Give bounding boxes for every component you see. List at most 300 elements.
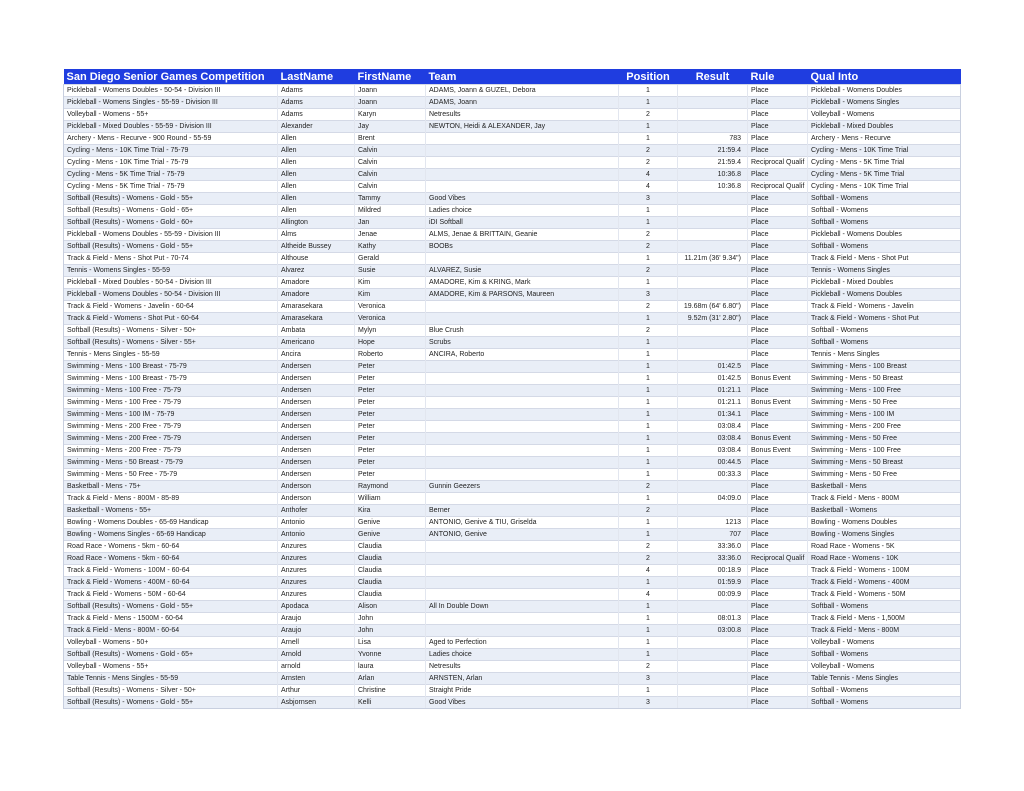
team-cell: AMADORE, Kim & KRING, Mark bbox=[426, 277, 619, 289]
firstname-cell: Tammy bbox=[355, 193, 426, 205]
position-cell: 4 bbox=[619, 589, 678, 601]
rule-cell: Place bbox=[748, 385, 808, 397]
table-row bbox=[64, 613, 961, 625]
firstname-cell: Kathy bbox=[355, 241, 426, 253]
team-cell: ADAMS, Joann bbox=[426, 97, 619, 109]
qual-into-cell: Tennis - Mens Singles bbox=[808, 349, 961, 361]
table-row bbox=[64, 289, 961, 301]
firstname-cell: Jay bbox=[355, 121, 426, 133]
lastname-cell: Antonio bbox=[278, 529, 355, 541]
result-cell bbox=[678, 289, 748, 301]
team-cell: ARNSTEN, Arlan bbox=[426, 673, 619, 685]
rule-cell: Place bbox=[748, 505, 808, 517]
lastname-cell: Andersen bbox=[278, 445, 355, 457]
rule-cell: Place bbox=[748, 133, 808, 145]
result-cell: 03:00.8 bbox=[678, 625, 748, 637]
team-cell: BOOBs bbox=[426, 241, 619, 253]
result-cell bbox=[678, 241, 748, 253]
result-cell: 707 bbox=[678, 529, 748, 541]
result-cell bbox=[678, 217, 748, 229]
position-cell: 2 bbox=[619, 145, 678, 157]
rule-cell: Bonus Event bbox=[748, 397, 808, 409]
qual-into-cell: Bowling - Womens Doubles bbox=[808, 517, 961, 529]
event-cell: Cycling - Mens - 5K Time Trial - 75-79 bbox=[64, 181, 278, 193]
result-cell: 00:09.9 bbox=[678, 589, 748, 601]
lastname-cell: Allen bbox=[278, 133, 355, 145]
table-row bbox=[64, 337, 961, 349]
rule-cell: Place bbox=[748, 349, 808, 361]
team-cell: NEWTON, Heidi & ALEXANDER, Jay bbox=[426, 121, 619, 133]
team-cell bbox=[426, 409, 619, 421]
position-cell: 2 bbox=[619, 241, 678, 253]
position-cell: 2 bbox=[619, 301, 678, 313]
rule-cell: Reciprocal Qualif bbox=[748, 157, 808, 169]
rule-cell: Place bbox=[748, 337, 808, 349]
firstname-cell: Jan bbox=[355, 217, 426, 229]
table-row bbox=[64, 253, 961, 265]
qual-into-cell: Softball - Womens bbox=[808, 193, 961, 205]
team-cell: Good Vibes bbox=[426, 697, 619, 709]
qual-into-cell: Softball - Womens bbox=[808, 649, 961, 661]
event-cell: Tennis - Mens Singles - 55-59 bbox=[64, 349, 278, 361]
position-cell: 1 bbox=[619, 469, 678, 481]
table-row bbox=[64, 457, 961, 469]
table-row bbox=[64, 97, 961, 109]
lastname-cell: Alvarez bbox=[278, 265, 355, 277]
qual-into-cell: Track & Field - Mens - 800M bbox=[808, 625, 961, 637]
table-row bbox=[64, 217, 961, 229]
team-cell bbox=[426, 181, 619, 193]
firstname-cell: Joann bbox=[355, 97, 426, 109]
position-cell: 3 bbox=[619, 193, 678, 205]
qual-into-cell: Softball - Womens bbox=[808, 337, 961, 349]
lastname-cell: Alexander bbox=[278, 121, 355, 133]
result-cell bbox=[678, 685, 748, 697]
qual-into-cell: Track & Field - Womens - 100M bbox=[808, 565, 961, 577]
rule-cell: Place bbox=[748, 361, 808, 373]
qual-into-cell: Swimming - Mens - 50 Breast bbox=[808, 457, 961, 469]
lastname-cell: Andersen bbox=[278, 409, 355, 421]
lastname-cell: Arnold bbox=[278, 649, 355, 661]
team-cell bbox=[426, 145, 619, 157]
result-cell bbox=[678, 97, 748, 109]
table-row bbox=[64, 481, 961, 493]
col-header-position: Position bbox=[619, 69, 678, 85]
table-row bbox=[64, 685, 961, 697]
result-cell: 21:59.4 bbox=[678, 145, 748, 157]
table-row bbox=[64, 121, 961, 133]
result-cell: 04:09.0 bbox=[678, 493, 748, 505]
team-cell: Blue Crush bbox=[426, 325, 619, 337]
qual-into-cell: Pickleball - Mixed Doubles bbox=[808, 277, 961, 289]
firstname-cell: Kim bbox=[355, 277, 426, 289]
team-cell: ANCIRA, Roberto bbox=[426, 349, 619, 361]
team-cell: AMADORE, Kim & PARSONS, Maureen bbox=[426, 289, 619, 301]
rule-cell: Place bbox=[748, 601, 808, 613]
lastname-cell: Allen bbox=[278, 205, 355, 217]
table-row bbox=[64, 325, 961, 337]
qual-into-cell: Softball - Womens bbox=[808, 241, 961, 253]
event-cell: Road Race - Womens - 5km - 60-64 bbox=[64, 553, 278, 565]
rule-cell: Place bbox=[748, 253, 808, 265]
position-cell: 1 bbox=[619, 313, 678, 325]
result-cell: 00:18.9 bbox=[678, 565, 748, 577]
position-cell: 1 bbox=[619, 637, 678, 649]
rule-cell: Place bbox=[748, 649, 808, 661]
lastname-cell: Araujo bbox=[278, 613, 355, 625]
rule-cell: Place bbox=[748, 313, 808, 325]
col-header-qual-into: Qual Into bbox=[808, 69, 961, 85]
firstname-cell: Christine bbox=[355, 685, 426, 697]
qual-into-cell: Pickleball - Womens Singles bbox=[808, 97, 961, 109]
rule-cell: Place bbox=[748, 469, 808, 481]
qual-into-cell: Road Race - Womens - 5K bbox=[808, 541, 961, 553]
event-cell: Swimming - Mens - 100 IM - 75-79 bbox=[64, 409, 278, 421]
result-cell bbox=[678, 193, 748, 205]
firstname-cell: Arlan bbox=[355, 673, 426, 685]
firstname-cell: Lisa bbox=[355, 637, 426, 649]
lastname-cell: Andersen bbox=[278, 361, 355, 373]
rule-cell: Place bbox=[748, 697, 808, 709]
position-cell: 1 bbox=[619, 133, 678, 145]
rule-cell: Place bbox=[748, 97, 808, 109]
firstname-cell: Peter bbox=[355, 445, 426, 457]
rule-cell: Place bbox=[748, 457, 808, 469]
qual-into-cell: Cycling - Mens - 5K Time Trial bbox=[808, 169, 961, 181]
col-header-rule: Rule bbox=[748, 69, 808, 85]
event-cell: Cycling - Mens - 5K Time Trial - 75-79 bbox=[64, 169, 278, 181]
result-cell bbox=[678, 673, 748, 685]
rule-cell: Place bbox=[748, 289, 808, 301]
team-cell: iDI Softball bbox=[426, 217, 619, 229]
team-cell: ALMS, Jenae & BRITTAIN, Geanie bbox=[426, 229, 619, 241]
event-cell: Pickleball - Mixed Doubles - 55-59 - Division III bbox=[64, 121, 278, 133]
event-cell: Track & Field - Womens - 100M - 60-64 bbox=[64, 565, 278, 577]
table-row bbox=[64, 445, 961, 457]
team-cell: Gunnin Geezers bbox=[426, 481, 619, 493]
event-cell: Swimming - Mens - 50 Breast - 75-79 bbox=[64, 457, 278, 469]
firstname-cell: John bbox=[355, 613, 426, 625]
event-cell: Basketball - Womens - 55+ bbox=[64, 505, 278, 517]
lastname-cell: Allen bbox=[278, 193, 355, 205]
rule-cell: Reciprocal Qualif bbox=[748, 553, 808, 565]
event-cell: Softball (Results) - Womens - Gold - 65+ bbox=[64, 205, 278, 217]
position-cell: 1 bbox=[619, 253, 678, 265]
qual-into-cell: Swimming - Mens - 100 Free bbox=[808, 385, 961, 397]
rule-cell: Bonus Event bbox=[748, 433, 808, 445]
team-cell bbox=[426, 169, 619, 181]
event-cell: Swimming - Mens - 100 Breast - 75-79 bbox=[64, 373, 278, 385]
lastname-cell: Andersen bbox=[278, 457, 355, 469]
sheet-title: San Diego Senior Games Competition bbox=[64, 69, 278, 85]
firstname-cell: Kim bbox=[355, 289, 426, 301]
qual-into-cell: Swimming - Mens - 50 Free bbox=[808, 397, 961, 409]
event-cell: Track & Field - Womens - 50M - 60-64 bbox=[64, 589, 278, 601]
result-cell: 783 bbox=[678, 133, 748, 145]
firstname-cell: Veronica bbox=[355, 313, 426, 325]
result-cell: 00:33.3 bbox=[678, 469, 748, 481]
result-cell: 01:59.9 bbox=[678, 577, 748, 589]
event-cell: Pickleball - Womens Doubles - 55-59 - Division III bbox=[64, 229, 278, 241]
position-cell: 1 bbox=[619, 445, 678, 457]
result-cell: 03:08.4 bbox=[678, 445, 748, 457]
lastname-cell: Amarasekara bbox=[278, 301, 355, 313]
position-cell: 2 bbox=[619, 229, 678, 241]
event-cell: Softball (Results) - Womens - Silver - 55+ bbox=[64, 337, 278, 349]
qual-into-cell: Softball - Womens bbox=[808, 685, 961, 697]
qual-into-cell: Track & Field - Mens - Shot Put bbox=[808, 253, 961, 265]
qual-into-cell: Volleyball - Womens bbox=[808, 661, 961, 673]
result-cell: 33:36.0 bbox=[678, 553, 748, 565]
team-cell: ANTONIO, Genive bbox=[426, 529, 619, 541]
lastname-cell: Antonio bbox=[278, 517, 355, 529]
table-row bbox=[64, 409, 961, 421]
event-cell: Bowling - Womens Doubles - 65-69 Handicap bbox=[64, 517, 278, 529]
lastname-cell: Amadore bbox=[278, 277, 355, 289]
table-row bbox=[64, 145, 961, 157]
position-cell: 1 bbox=[619, 493, 678, 505]
table-row bbox=[64, 385, 961, 397]
result-cell: 00:44.5 bbox=[678, 457, 748, 469]
header-row bbox=[64, 69, 961, 85]
qual-into-cell: Swimming - Mens - 50 Free bbox=[808, 433, 961, 445]
table-row bbox=[64, 493, 961, 505]
event-cell: Softball (Results) - Womens - Gold - 55+ bbox=[64, 193, 278, 205]
team-cell bbox=[426, 445, 619, 457]
rule-cell: Place bbox=[748, 169, 808, 181]
lastname-cell: Arthur bbox=[278, 685, 355, 697]
rule-cell: Place bbox=[748, 409, 808, 421]
firstname-cell: Calvin bbox=[355, 181, 426, 193]
firstname-cell: Susie bbox=[355, 265, 426, 277]
team-cell bbox=[426, 565, 619, 577]
event-cell: Tennis - Womens Singles - 55-59 bbox=[64, 265, 278, 277]
firstname-cell: Peter bbox=[355, 433, 426, 445]
firstname-cell: Hope bbox=[355, 337, 426, 349]
lastname-cell: Alms bbox=[278, 229, 355, 241]
firstname-cell: Raymond bbox=[355, 481, 426, 493]
position-cell: 4 bbox=[619, 565, 678, 577]
event-cell: Track & Field - Womens - Javelin - 60-64 bbox=[64, 301, 278, 313]
qual-into-cell: Track & Field - Womens - Javelin bbox=[808, 301, 961, 313]
position-cell: 1 bbox=[619, 517, 678, 529]
position-cell: 1 bbox=[619, 685, 678, 697]
qual-into-cell: Basketball - Womens bbox=[808, 505, 961, 517]
result-cell bbox=[678, 229, 748, 241]
firstname-cell: Kelli bbox=[355, 697, 426, 709]
firstname-cell: Peter bbox=[355, 373, 426, 385]
qual-into-cell: Volleyball - Womens bbox=[808, 637, 961, 649]
table-row bbox=[64, 169, 961, 181]
position-cell: 1 bbox=[619, 337, 678, 349]
position-cell: 2 bbox=[619, 541, 678, 553]
rule-cell: Bonus Event bbox=[748, 445, 808, 457]
firstname-cell: Peter bbox=[355, 457, 426, 469]
table-row bbox=[64, 349, 961, 361]
rule-cell: Place bbox=[748, 193, 808, 205]
team-cell bbox=[426, 373, 619, 385]
event-cell: Softball (Results) - Womens - Gold - 60+ bbox=[64, 217, 278, 229]
table-row bbox=[64, 157, 961, 169]
event-cell: Swimming - Mens - 50 Free - 75-79 bbox=[64, 469, 278, 481]
event-cell: Road Race - Womens - 5km - 60-64 bbox=[64, 541, 278, 553]
result-cell bbox=[678, 277, 748, 289]
event-cell: Swimming - Mens - 200 Free - 75-79 bbox=[64, 445, 278, 457]
firstname-cell: Gerald bbox=[355, 253, 426, 265]
lastname-cell: Allen bbox=[278, 169, 355, 181]
position-cell: 1 bbox=[619, 433, 678, 445]
table-row bbox=[64, 553, 961, 565]
lastname-cell: Americano bbox=[278, 337, 355, 349]
lastname-cell: Allen bbox=[278, 157, 355, 169]
result-cell: 01:21.1 bbox=[678, 397, 748, 409]
qual-into-cell: Swimming - Mens - 100 Free bbox=[808, 445, 961, 457]
table-row bbox=[64, 301, 961, 313]
rule-cell: Place bbox=[748, 541, 808, 553]
event-cell: Swimming - Mens - 100 Free - 75-79 bbox=[64, 385, 278, 397]
team-cell bbox=[426, 253, 619, 265]
position-cell: 1 bbox=[619, 529, 678, 541]
rule-cell: Place bbox=[748, 481, 808, 493]
lastname-cell: Anzures bbox=[278, 589, 355, 601]
result-cell: 11.21m (36' 9.34") bbox=[678, 253, 748, 265]
lastname-cell: Andersen bbox=[278, 433, 355, 445]
qual-into-cell: Pickleball - Womens Doubles bbox=[808, 289, 961, 301]
lastname-cell: Andersen bbox=[278, 469, 355, 481]
team-cell bbox=[426, 433, 619, 445]
position-cell: 2 bbox=[619, 157, 678, 169]
rule-cell: Place bbox=[748, 325, 808, 337]
result-cell bbox=[678, 481, 748, 493]
qual-into-cell: Volleyball - Womens bbox=[808, 109, 961, 121]
event-cell: Track & Field - Mens - Shot Put - 70-74 bbox=[64, 253, 278, 265]
table-row bbox=[64, 673, 961, 685]
team-cell bbox=[426, 553, 619, 565]
event-cell: Track & Field - Womens - Shot Put - 60-64 bbox=[64, 313, 278, 325]
result-cell: 1213 bbox=[678, 517, 748, 529]
result-cell bbox=[678, 637, 748, 649]
position-cell: 1 bbox=[619, 205, 678, 217]
position-cell: 1 bbox=[619, 349, 678, 361]
qual-into-cell: Pickleball - Mixed Doubles bbox=[808, 121, 961, 133]
position-cell: 1 bbox=[619, 613, 678, 625]
firstname-cell: John bbox=[355, 625, 426, 637]
rule-cell: Place bbox=[748, 241, 808, 253]
position-cell: 2 bbox=[619, 109, 678, 121]
rule-cell: Place bbox=[748, 493, 808, 505]
table-row bbox=[64, 265, 961, 277]
position-cell: 1 bbox=[619, 97, 678, 109]
table-row bbox=[64, 229, 961, 241]
results-sheet bbox=[63, 69, 960, 709]
table-row bbox=[64, 313, 961, 325]
lastname-cell: Althouse bbox=[278, 253, 355, 265]
firstname-cell: Peter bbox=[355, 469, 426, 481]
firstname-cell: William bbox=[355, 493, 426, 505]
position-cell: 1 bbox=[619, 217, 678, 229]
firstname-cell: Calvin bbox=[355, 145, 426, 157]
position-cell: 1 bbox=[619, 373, 678, 385]
lastname-cell: Allen bbox=[278, 181, 355, 193]
result-cell bbox=[678, 109, 748, 121]
team-cell bbox=[426, 469, 619, 481]
lastname-cell: Amarasekara bbox=[278, 313, 355, 325]
event-cell: Softball (Results) - Womens - Gold - 65+ bbox=[64, 649, 278, 661]
event-cell: Track & Field - Womens - 400M - 60-64 bbox=[64, 577, 278, 589]
position-cell: 2 bbox=[619, 505, 678, 517]
team-cell: Scrubs bbox=[426, 337, 619, 349]
firstname-cell: Veronica bbox=[355, 301, 426, 313]
qual-into-cell: Swimming - Mens - 50 Breast bbox=[808, 373, 961, 385]
team-cell bbox=[426, 613, 619, 625]
firstname-cell: Peter bbox=[355, 397, 426, 409]
event-cell: Track & Field - Mens - 800M - 85-89 bbox=[64, 493, 278, 505]
event-cell: Table Tennis - Mens Singles - 55-59 bbox=[64, 673, 278, 685]
qual-into-cell: Swimming - Mens - 100 IM bbox=[808, 409, 961, 421]
lastname-cell: Apodaca bbox=[278, 601, 355, 613]
qual-into-cell: Swimming - Mens - 50 Free bbox=[808, 469, 961, 481]
table-row bbox=[64, 109, 961, 121]
position-cell: 1 bbox=[619, 385, 678, 397]
position-cell: 3 bbox=[619, 289, 678, 301]
firstname-cell: Claudia bbox=[355, 553, 426, 565]
event-cell: Track & Field - Mens - 1500M - 60-64 bbox=[64, 613, 278, 625]
event-cell: Pickleball - Mixed Doubles - 50-54 - Division III bbox=[64, 277, 278, 289]
rule-cell: Place bbox=[748, 109, 808, 121]
team-cell: Straight Pride bbox=[426, 685, 619, 697]
event-cell: Swimming - Mens - 200 Free - 75-79 bbox=[64, 421, 278, 433]
firstname-cell: Yvonne bbox=[355, 649, 426, 661]
team-cell bbox=[426, 493, 619, 505]
lastname-cell: Allen bbox=[278, 145, 355, 157]
position-cell: 1 bbox=[619, 361, 678, 373]
rule-cell: Place bbox=[748, 661, 808, 673]
table-row bbox=[64, 469, 961, 481]
table-row bbox=[64, 529, 961, 541]
firstname-cell: Peter bbox=[355, 421, 426, 433]
team-cell bbox=[426, 457, 619, 469]
table-row bbox=[64, 625, 961, 637]
lastname-cell: Allington bbox=[278, 217, 355, 229]
event-cell: Softball (Results) - Womens - Gold - 55+ bbox=[64, 697, 278, 709]
team-cell: Berner bbox=[426, 505, 619, 517]
team-cell: Good Vibes bbox=[426, 193, 619, 205]
rule-cell: Place bbox=[748, 229, 808, 241]
qual-into-cell: Bowling - Womens Singles bbox=[808, 529, 961, 541]
team-cell bbox=[426, 397, 619, 409]
table-row bbox=[64, 193, 961, 205]
rule-cell: Place bbox=[748, 637, 808, 649]
firstname-cell: Genive bbox=[355, 517, 426, 529]
firstname-cell: laura bbox=[355, 661, 426, 673]
event-cell: Swimming - Mens - 200 Free - 75-79 bbox=[64, 433, 278, 445]
event-cell: Pickleball - Womens Doubles - 50-54 - Division III bbox=[64, 289, 278, 301]
team-cell: ANTONIO, Genive & TIU, Griselda bbox=[426, 517, 619, 529]
position-cell: 4 bbox=[619, 169, 678, 181]
firstname-cell: Claudia bbox=[355, 541, 426, 553]
qual-into-cell: Pickleball - Womens Doubles bbox=[808, 85, 961, 97]
position-cell: 1 bbox=[619, 85, 678, 97]
team-cell bbox=[426, 541, 619, 553]
event-cell: Basketball - Mens - 75+ bbox=[64, 481, 278, 493]
lastname-cell: Asbjornsen bbox=[278, 697, 355, 709]
qual-into-cell: Track & Field - Mens - 1,500M bbox=[808, 613, 961, 625]
firstname-cell: Jenae bbox=[355, 229, 426, 241]
position-cell: 1 bbox=[619, 421, 678, 433]
position-cell: 1 bbox=[619, 277, 678, 289]
position-cell: 4 bbox=[619, 181, 678, 193]
team-cell: Netresults bbox=[426, 661, 619, 673]
